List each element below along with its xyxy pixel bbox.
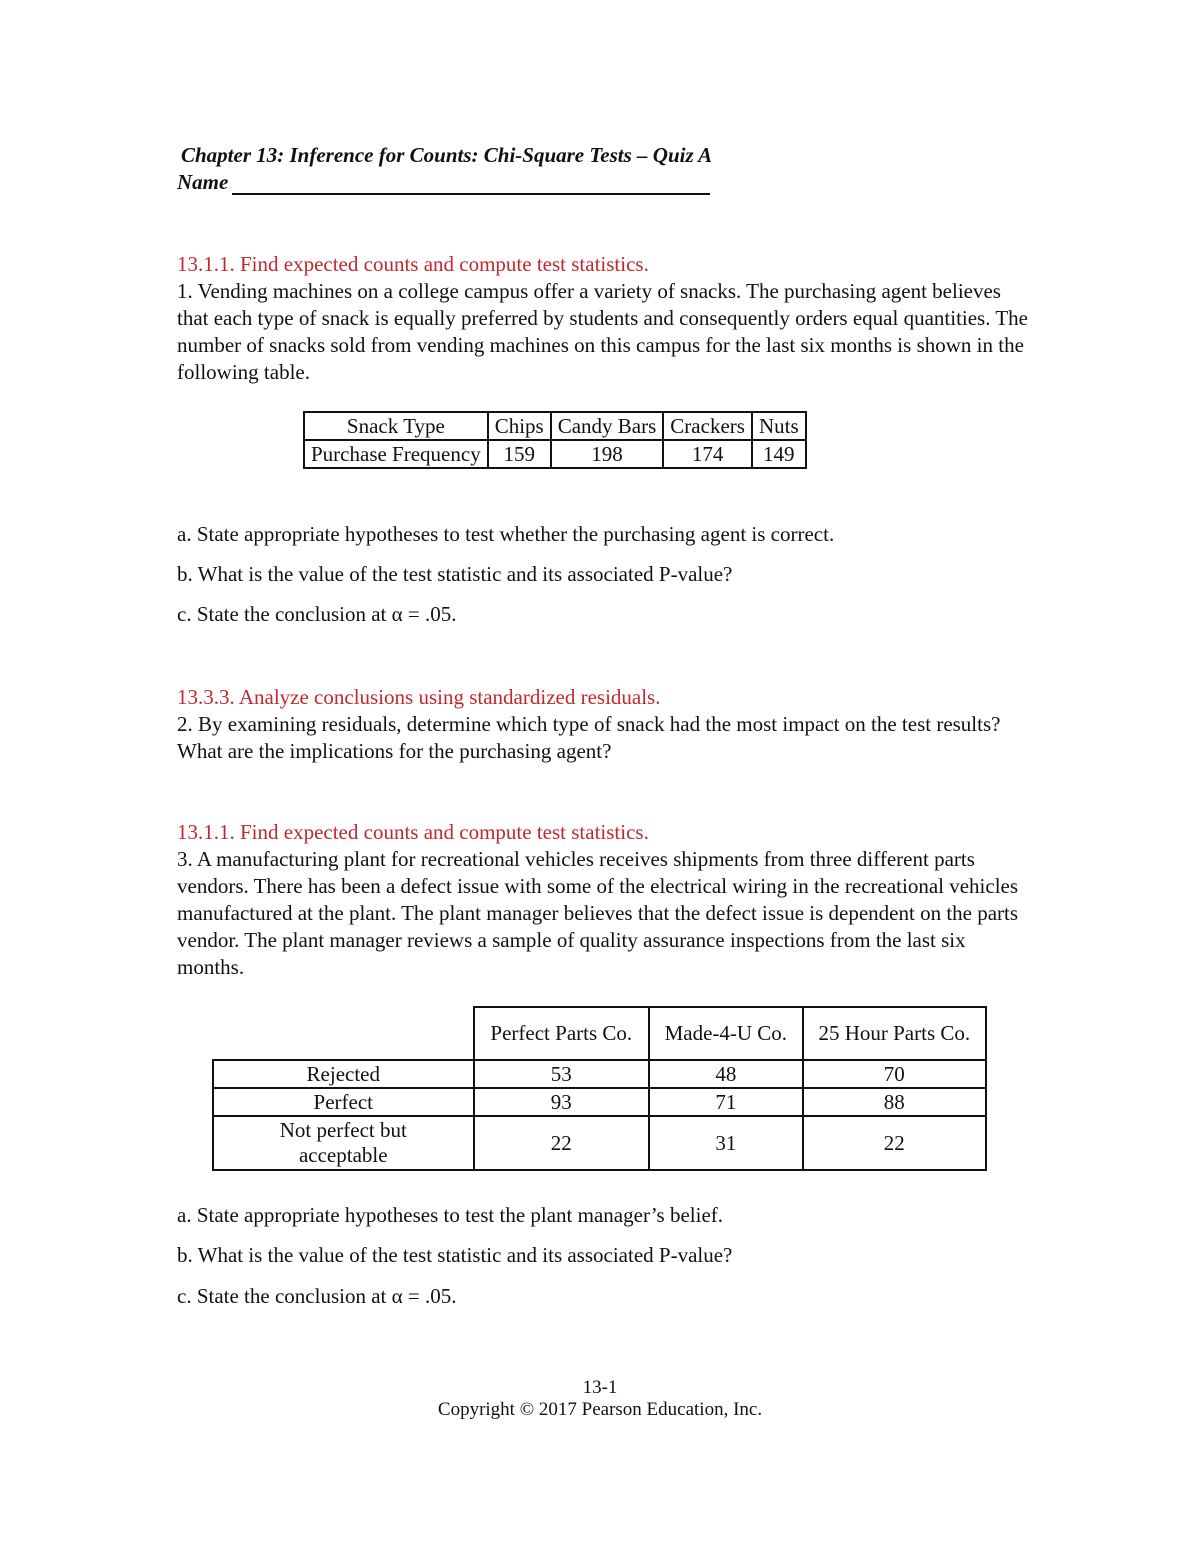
table-cell: Chips (488, 412, 551, 440)
row-label: Rejected (213, 1060, 474, 1088)
table-cell: 149 (752, 440, 806, 468)
question-text: 2. By examining residuals, determine which type of snack had the most impact on the test results? What are the implications for the purchasing agent? (177, 712, 1001, 763)
snack-frequency-table (303, 411, 807, 469)
question-text: 3. A manufacturing plant for recreational vehicles receives shipments from three different parts vendors. There has been a defect issue with some of the electrical wiring in the recreational vehicles manufactured at the plant. The plant manager believes that the defect issue is dependent on the parts vendor. The plant manager reviews a sample of quality assurance inspections from the last six months. (177, 847, 1019, 979)
q1-part-a: a. State appropriate hypotheses to test whether the purchasing agent is correct. (177, 522, 835, 546)
row-label: Perfect (213, 1088, 474, 1116)
table-cell: 48 (649, 1060, 803, 1088)
table-cell: 93 (474, 1088, 649, 1116)
vendor-defect-table (212, 1006, 987, 1171)
row-label: Not perfect but acceptable (213, 1116, 474, 1170)
name-blank-line (232, 171, 710, 195)
objective-heading: 13.1.1. Find expected counts and compute test statistics. (177, 820, 649, 844)
table-cell: Nuts (752, 412, 806, 440)
table-row (213, 1088, 986, 1116)
table-cell: 25 Hour Parts Co. (803, 1007, 986, 1060)
table-cell: 70 (803, 1060, 986, 1088)
table-header-row (213, 1007, 986, 1060)
q1-part-c: c. State the conclusion at α = .05. (177, 602, 457, 626)
question-2 (177, 684, 1037, 765)
table-cell: 22 (474, 1116, 649, 1170)
q3-part-c: c. State the conclusion at α = .05. (177, 1284, 457, 1308)
table-cell: 71 (649, 1088, 803, 1116)
table-row (304, 440, 806, 468)
objective-heading: 13.3.3. Analyze conclusions using standardized residuals. (177, 685, 661, 709)
table-cell: 31 (649, 1116, 803, 1170)
q3-part-b: b. What is the value of the test statistic and its associated P-value? (177, 1243, 733, 1267)
table-cell: Perfect Parts Co. (474, 1007, 649, 1060)
table-cell: 22 (803, 1116, 986, 1170)
table-cell: Candy Bars (551, 412, 664, 440)
table-row (213, 1060, 986, 1088)
table-cell: 159 (488, 440, 551, 468)
q1-part-b: b. What is the value of the test statistic and its associated P-value? (177, 562, 733, 586)
copyright-notice: Copyright © 2017 Pearson Education, Inc. (437, 1399, 763, 1420)
table-row (213, 1116, 986, 1170)
page-number: 13-1 (582, 1377, 618, 1398)
question-text: 1. Vending machines on a college campus offer a variety of snacks. The purchasing agent believes that each type of snack is equally preferred by students and consequently orders equal quantities. The number of snacks sold from vending machines on this campus for the last six months is shown in the following table. (177, 279, 1029, 384)
table-cell: 174 (663, 440, 752, 468)
objective-heading: 13.1.1. Find expected counts and compute test statistics. (177, 252, 649, 276)
table-cell: 198 (551, 440, 664, 468)
table-cell: Made-4-U Co. (649, 1007, 803, 1060)
name-field (177, 170, 710, 195)
question-3 (177, 819, 1037, 981)
page-title: Chapter 13: Inference for Counts: Chi-Square Tests – Quiz A (181, 143, 713, 167)
question-1 (177, 251, 1037, 386)
table-header-row (304, 412, 806, 440)
name-label: Name (177, 170, 229, 194)
table-cell: 88 (803, 1088, 986, 1116)
q3-part-a: a. State appropriate hypotheses to test the plant manager’s belief. (177, 1203, 724, 1227)
table-cell: 53 (474, 1060, 649, 1088)
table-corner-cell (213, 1007, 474, 1060)
table-cell: Snack Type (304, 412, 488, 440)
table-cell: Purchase Frequency (304, 440, 488, 468)
table-cell: Crackers (663, 412, 752, 440)
